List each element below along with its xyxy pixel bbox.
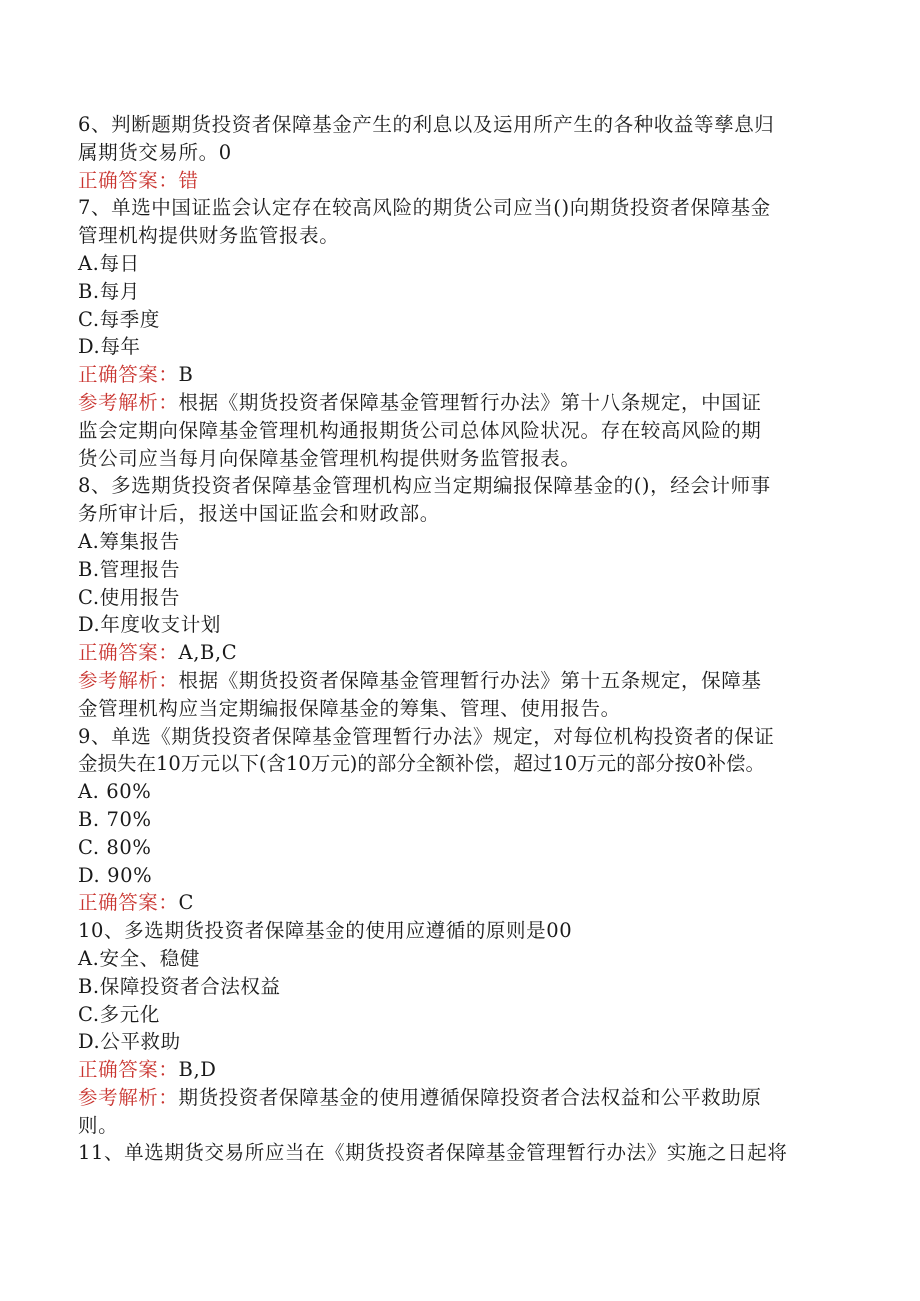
option-d: D. 90% bbox=[78, 863, 153, 887]
explanation-text: 金管理机构应当定期编报保障基金的筹集、管理、使用报告。 bbox=[78, 696, 621, 720]
answer-line bbox=[78, 889, 848, 917]
question-8 bbox=[78, 472, 848, 722]
question-9 bbox=[78, 723, 848, 918]
answer-value: B bbox=[178, 363, 194, 387]
answer-line bbox=[78, 1056, 848, 1084]
explanation-text: 根据《期货投资者保障基金管理暂行办法》第十五条规定，保障基 bbox=[178, 668, 762, 692]
question-text-line: 11、单选期货交易所应当在《期货投资者保障基金管理暂行办法》实施之日起将 bbox=[78, 1141, 788, 1165]
answer-line bbox=[78, 361, 848, 389]
question-text-line: 9、单选《期货投资者保障基金管理暂行办法》规定，对每位机构投资者的保证 bbox=[78, 724, 775, 748]
explanation-line bbox=[78, 1084, 848, 1112]
option-d: D.年度收支计划 bbox=[78, 613, 221, 637]
explanation-text: 货公司应当每月向保障基金管理机构提供财务监管报表。 bbox=[78, 446, 581, 470]
option-c: C.多元化 bbox=[78, 1002, 160, 1026]
explanation-line bbox=[78, 667, 848, 695]
question-text-line: 6、判断题期货投资者保障基金产生的利息以及运用所产生的各种收益等孳息归 bbox=[78, 113, 775, 136]
explanation-text: 根据《期货投资者保障基金管理暂行办法》第十八条规定，中国证 bbox=[178, 390, 762, 414]
question-text-line: 10、多选期货投资者保障基金的使用应遵循的原则是00 bbox=[78, 919, 573, 943]
question-text-line: 务所审计后，报送中国证监会和财政部。 bbox=[78, 502, 440, 526]
answer-value: 错 bbox=[178, 168, 199, 192]
answer-line bbox=[78, 639, 848, 667]
question-7 bbox=[78, 194, 848, 472]
question-text-line: 8、多选期货投资者保障基金管理机构应当定期编报保障基金的()，经会计师事 bbox=[78, 474, 771, 498]
question-6 bbox=[78, 111, 848, 194]
option-a: A. 60% bbox=[78, 780, 152, 804]
question-text-line: 管理机构提供财务监管报表。 bbox=[78, 224, 340, 248]
answer-label: 正确答案： bbox=[78, 1058, 179, 1082]
option-d: D.每年 bbox=[78, 335, 141, 359]
option-b: B.每月 bbox=[78, 279, 140, 303]
question-text-line: 7、单选中国证监会认定存在较高风险的期货公司应当()向期货投资者保障基金 bbox=[78, 196, 771, 220]
question-11 bbox=[78, 1139, 848, 1167]
question-10 bbox=[78, 917, 848, 1139]
explanation-text: 则。 bbox=[78, 1113, 119, 1137]
answer-label: 正确答案： bbox=[78, 641, 179, 665]
option-a: A.安全、稳健 bbox=[78, 946, 200, 970]
option-d: D.公平救助 bbox=[78, 1030, 181, 1054]
explanation-text: 期货投资者保障基金的使用遵循保障投资者合法权益和公平救助原 bbox=[178, 1085, 762, 1109]
option-b: B. 70% bbox=[78, 807, 152, 831]
document-page bbox=[78, 111, 848, 1167]
explanation-label: 参考解析： bbox=[78, 390, 179, 414]
option-a: A.每日 bbox=[78, 251, 140, 275]
answer-value: A,B,C bbox=[178, 641, 238, 665]
option-b: B.保障投资者合法权益 bbox=[78, 974, 281, 998]
explanation-line bbox=[78, 389, 848, 417]
option-c: C. 80% bbox=[78, 835, 152, 859]
answer-label: 正确答案： bbox=[78, 363, 179, 387]
answer-value: B,D bbox=[178, 1058, 217, 1082]
option-b: B.管理报告 bbox=[78, 557, 181, 581]
question-text-line: 属期货交易所。0 bbox=[78, 140, 232, 164]
option-a: A.筹集报告 bbox=[78, 529, 180, 553]
question-text-line: 金损失在10万元以下(含10万元)的部分全额补偿，超过10万元的部分按0补偿。 bbox=[78, 752, 766, 776]
explanation-label: 参考解析： bbox=[78, 668, 179, 692]
answer-label: 正确答案： bbox=[78, 891, 179, 915]
explanation-label: 参考解析： bbox=[78, 1085, 179, 1109]
option-c: C.使用报告 bbox=[78, 585, 181, 609]
answer-value: C bbox=[178, 891, 195, 915]
option-c: C.每季度 bbox=[78, 307, 160, 331]
explanation-text: 监会定期向保障基金管理机构通报期货公司总体风险状况。存在较高风险的期 bbox=[78, 418, 762, 442]
answer-line bbox=[78, 167, 848, 195]
answer-label: 正确答案： bbox=[78, 168, 179, 192]
